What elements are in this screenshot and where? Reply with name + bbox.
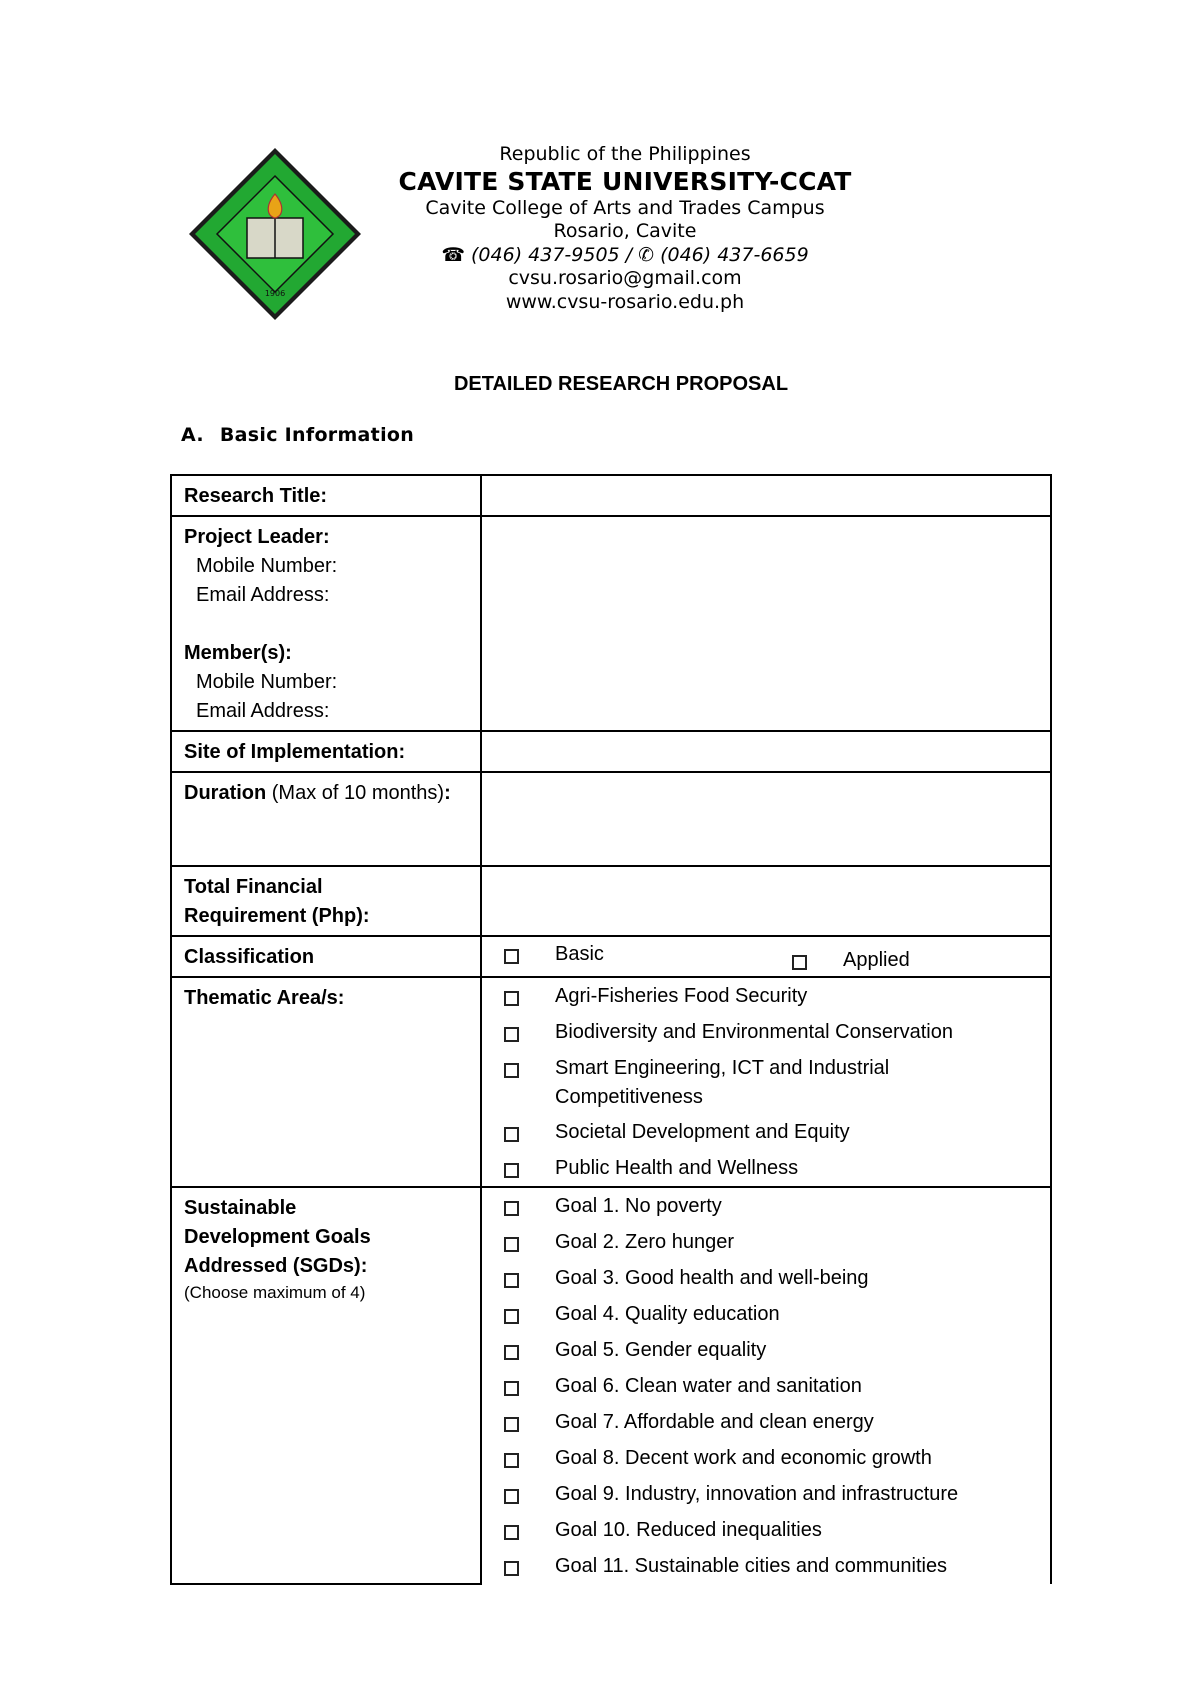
- row-duration: [171, 772, 1051, 866]
- basic-information-table: [170, 474, 1052, 1585]
- checkbox-icon[interactable]: [504, 991, 519, 1006]
- classification-applied[interactable]: Applied: [770, 946, 922, 976]
- thematic-label: Thematic Area/s:: [171, 977, 481, 1187]
- checkbox-icon[interactable]: [504, 1453, 519, 1468]
- sdg-option[interactable]: Goal 9. Industry, innovation and infrastructure: [482, 1480, 1050, 1510]
- row-sdg: [171, 1187, 1051, 1584]
- leader-mobile-label: Mobile Number:: [196, 555, 338, 577]
- document-title: DETAILED RESEARCH PROPOSAL: [453, 373, 789, 395]
- thematic-option[interactable]: Public Health and Wellness: [482, 1154, 1050, 1184]
- checkbox-icon[interactable]: [504, 1345, 519, 1360]
- thematic-option[interactable]: Smart Engineering, ICT and Industrial Competitiveness: [482, 1054, 1050, 1112]
- campus-name: Cavite College of Arts and Trades Campus: [425, 196, 825, 219]
- checkbox-icon[interactable]: [504, 1063, 519, 1078]
- sdg-option[interactable]: Goal 7. Affordable and clean energy: [482, 1408, 1050, 1438]
- row-thematic: [171, 977, 1051, 1187]
- checkbox-icon[interactable]: [504, 1417, 519, 1432]
- sdg-option[interactable]: Goal 8. Decent work and economic growth: [482, 1444, 1050, 1474]
- sdg-label: Sustainable Development Goals Addressed (SGDs): (Choose maximum of 4): [171, 1187, 481, 1584]
- thematic-option[interactable]: Societal Development and Equity: [482, 1118, 1050, 1148]
- sdg-option[interactable]: Goal 2. Zero hunger: [482, 1228, 1050, 1258]
- checkbox-icon[interactable]: [504, 1201, 519, 1216]
- sdg-option[interactable]: Goal 1. No poverty: [482, 1192, 1050, 1222]
- row-proponents: [171, 516, 1051, 731]
- checkbox-icon[interactable]: [504, 1525, 519, 1540]
- campus-location: Rosario, Cavite: [553, 220, 697, 242]
- classification-basic[interactable]: Basic: [482, 940, 616, 970]
- sdg-option[interactable]: Goal 4. Quality education: [482, 1300, 1050, 1330]
- thematic-option[interactable]: Biodiversity and Environmental Conservation: [482, 1018, 1050, 1048]
- leader-email-label: Email Address:: [196, 584, 330, 606]
- row-site: [171, 731, 1051, 772]
- checkbox-icon[interactable]: [504, 1489, 519, 1504]
- phone-numbers: ☎ (046) 437-9505 / ✆ (046) 437-6659: [441, 243, 809, 266]
- row-financial: [171, 866, 1051, 936]
- university-logo: [187, 146, 363, 322]
- site-label: Site of Implementation:: [171, 731, 481, 772]
- sdg-option[interactable]: Goal 10. Reduced inequalities: [482, 1516, 1050, 1546]
- thematic-option[interactable]: Agri-Fisheries Food Security: [482, 982, 1050, 1012]
- section-letter: A.: [181, 424, 204, 446]
- checkbox-icon[interactable]: [504, 1163, 519, 1178]
- thematic-options: [481, 977, 1051, 1187]
- svg-text:1906: 1906: [264, 289, 286, 298]
- duration-label: Duration (Max of 10 months):: [171, 772, 481, 866]
- row-research-title: [171, 475, 1051, 516]
- checkbox-icon[interactable]: [504, 1273, 519, 1288]
- letterhead: [350, 143, 900, 314]
- section-title: Basic Information: [219, 424, 415, 446]
- checkbox-icon[interactable]: [504, 1237, 519, 1252]
- section-heading: [181, 424, 414, 446]
- republic-line: Republic of the Philippines: [499, 143, 751, 165]
- classification-options: [481, 936, 1051, 977]
- sdg-option[interactable]: Goal 11. Sustainable cities and communities: [482, 1552, 1050, 1582]
- proponents-field[interactable]: [481, 516, 1051, 731]
- site-field[interactable]: [481, 731, 1051, 772]
- duration-field[interactable]: [481, 772, 1051, 866]
- row-classification: [171, 936, 1051, 977]
- sdg-option[interactable]: Goal 5. Gender equality: [482, 1336, 1050, 1366]
- website: www.cvsu-rosario.edu.ph: [505, 290, 745, 313]
- checkbox-icon[interactable]: [792, 955, 807, 970]
- proponents-label: [171, 516, 481, 731]
- checkbox-icon[interactable]: [504, 1561, 519, 1576]
- sdg-note: (Choose maximum of 4): [184, 1283, 366, 1302]
- sdg-options: [481, 1187, 1051, 1584]
- university-name: CAVITE STATE UNIVERSITY-CCAT: [398, 166, 852, 196]
- members-label: Member(s):: [184, 642, 292, 664]
- project-leader-label: Project Leader:: [184, 526, 330, 548]
- checkbox-icon[interactable]: [504, 1127, 519, 1142]
- email-address: cvsu.rosario@gmail.com: [508, 267, 742, 289]
- research-title-field[interactable]: [481, 475, 1051, 516]
- classification-label: Classification: [171, 936, 481, 977]
- financial-field[interactable]: [481, 866, 1051, 936]
- financial-label: Total Financial Requirement (Php):: [171, 866, 481, 936]
- research-title-label: Research Title:: [171, 475, 481, 516]
- member-mobile-label: Mobile Number:: [196, 671, 338, 693]
- sdg-option[interactable]: Goal 6. Clean water and sanitation: [482, 1372, 1050, 1402]
- sdg-option[interactable]: Goal 3. Good health and well-being: [482, 1264, 1050, 1294]
- checkbox-icon[interactable]: [504, 949, 519, 964]
- member-email-label: Email Address:: [196, 700, 330, 722]
- checkbox-icon[interactable]: [504, 1027, 519, 1042]
- checkbox-icon[interactable]: [504, 1309, 519, 1324]
- checkbox-icon[interactable]: [504, 1381, 519, 1396]
